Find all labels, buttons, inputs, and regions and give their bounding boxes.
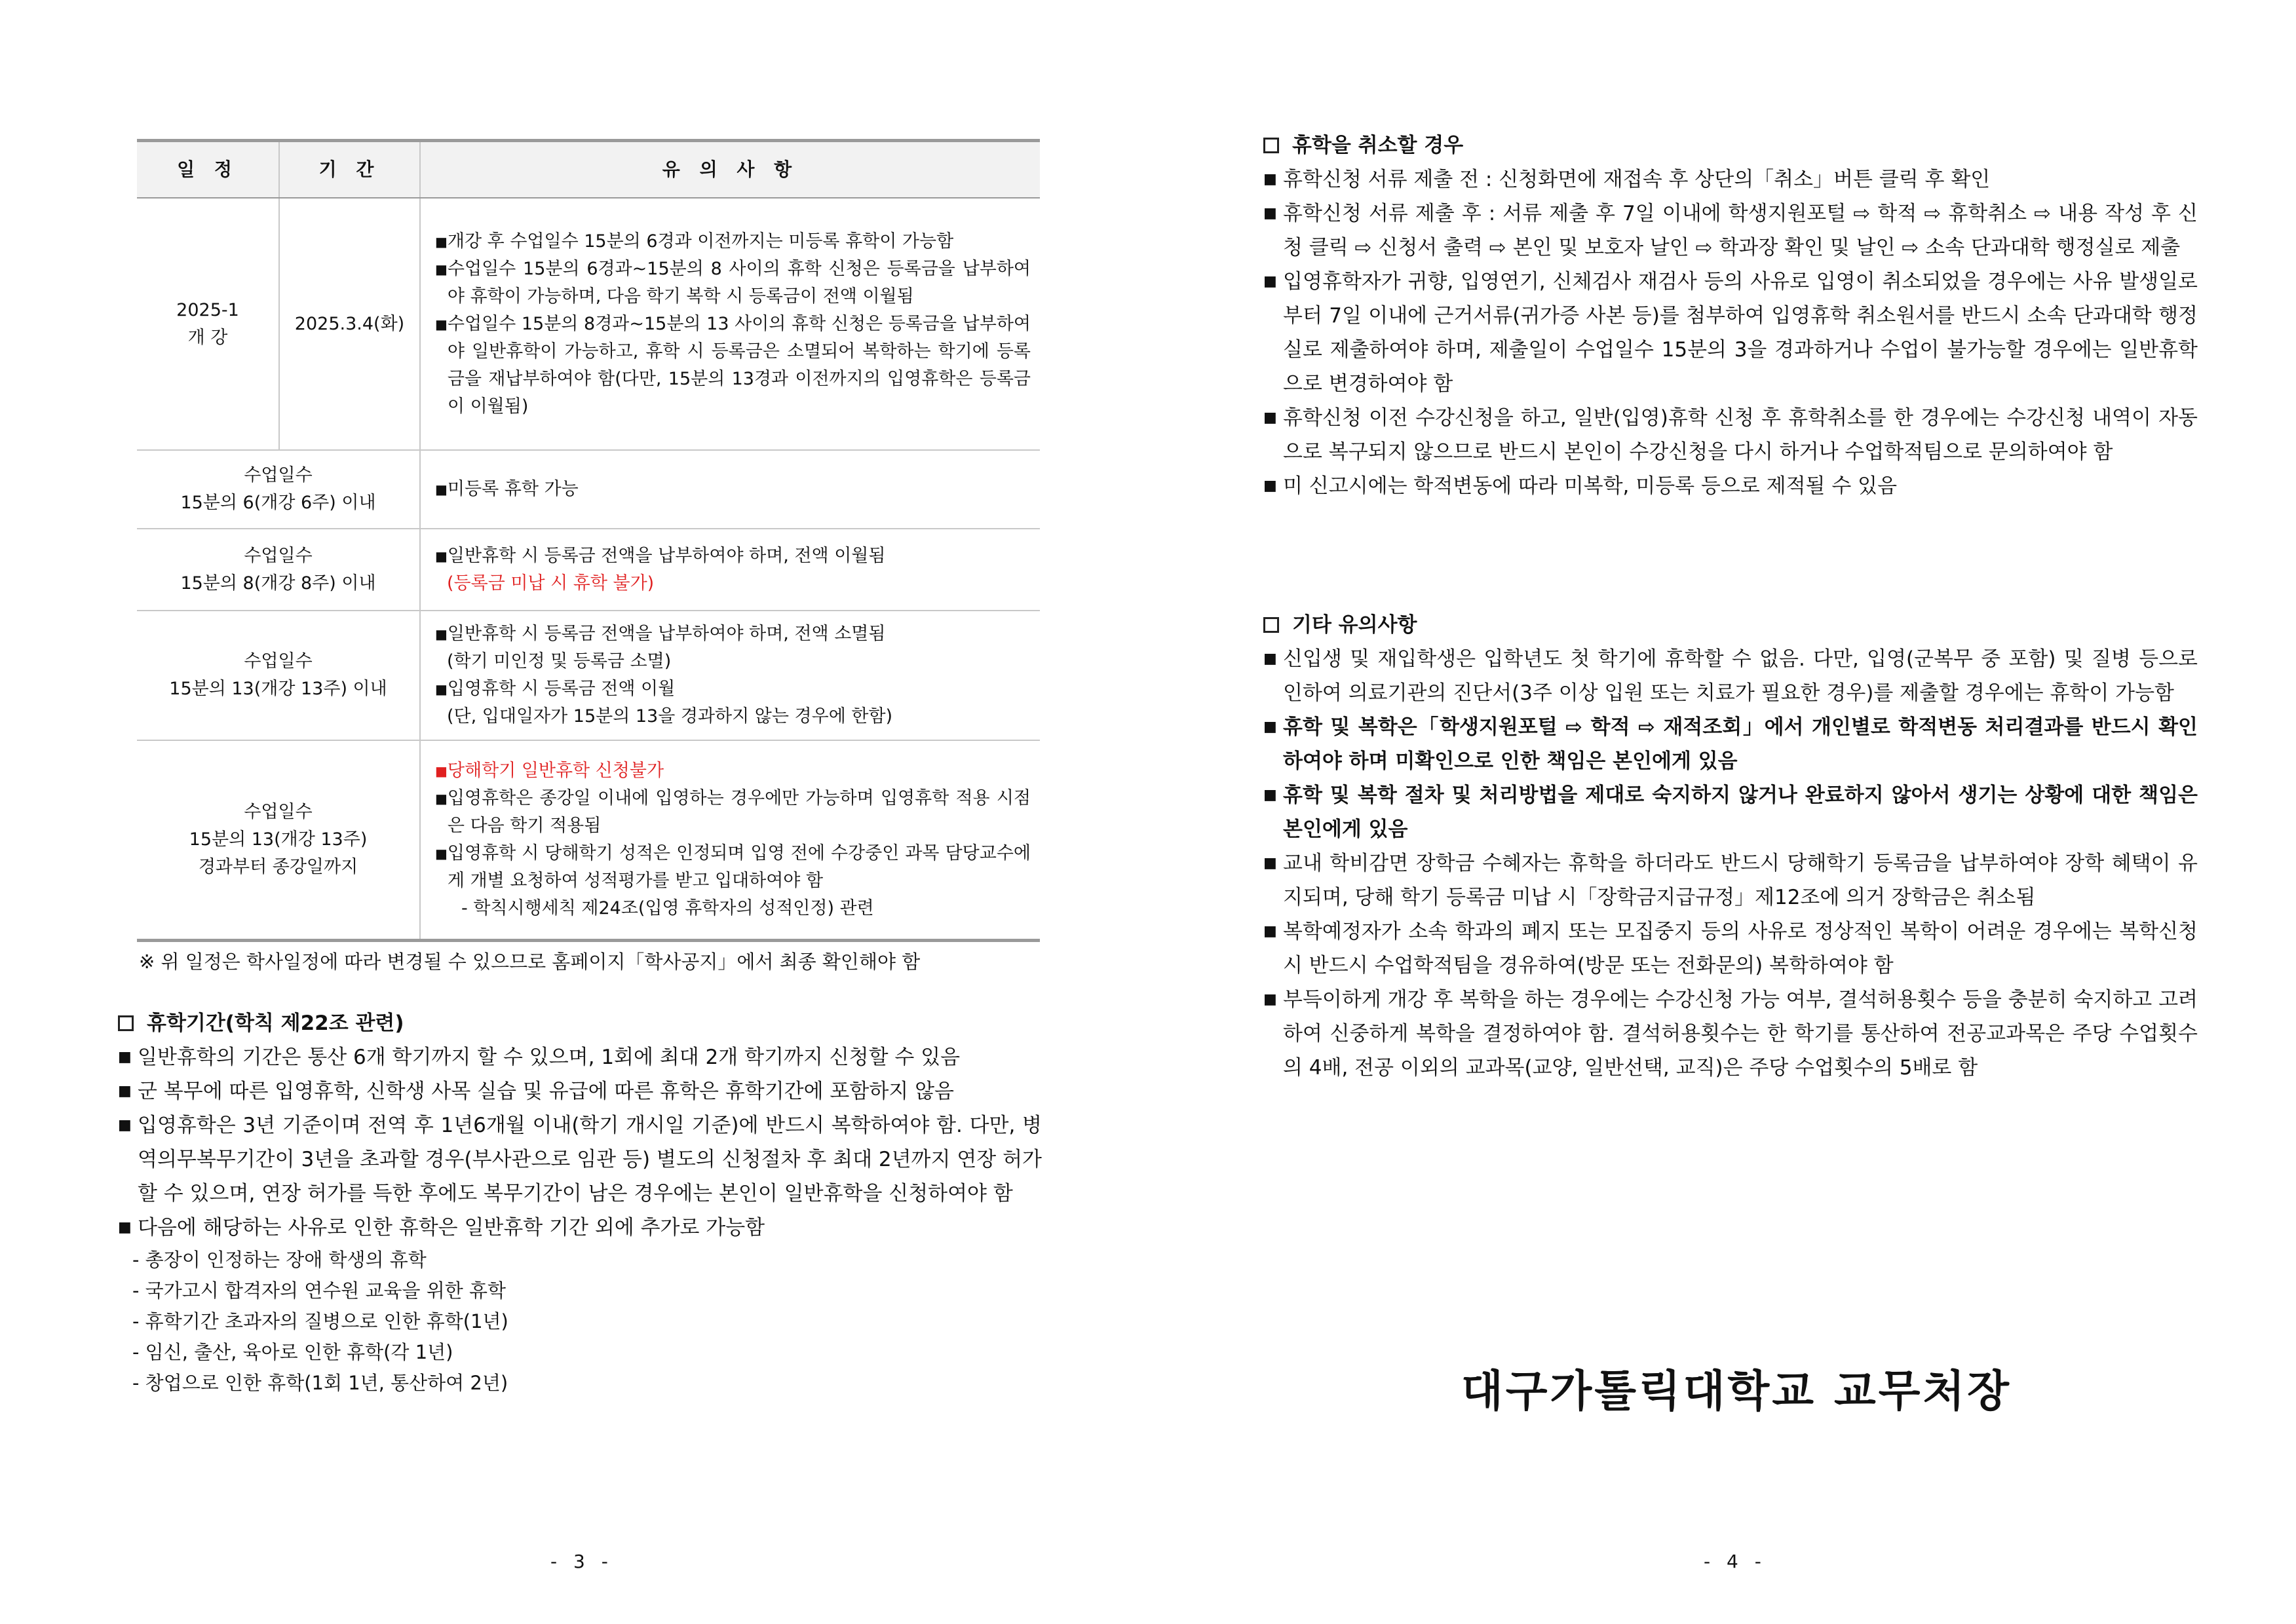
square-bullet-icon: ■: [435, 316, 448, 332]
cancel-leave-section: [1263, 128, 2198, 503]
square-bullet-icon: ■: [1263, 478, 1277, 494]
list-item: ■ 입영휴학자가 귀향, 입영연기, 신체검사 재검사 등의 사유로 입영이 취소되었을 경우에는 사유 발생일로부터 7일 이내에 근거서류(귀가증 사본 등)를 첨부하여 입영휴학 취소원서를 반드시 소속 단과대학 행정실로 제출하여야 하며, 제출일이 수업일수 15분의 3을 경과하거나 수업이 불가능할 경우에는 일반휴학으로 변경하여야 함: [1263, 265, 2198, 401]
schedule-line: 개 강: [187, 327, 228, 348]
schedule-line: 경과부터 종강일까지: [198, 856, 358, 877]
schedule-line: 수업일수: [244, 465, 313, 485]
note-subtext: (학기 미인정 및 등록금 소멸): [447, 651, 672, 671]
square-bullet-icon: ■: [1263, 719, 1277, 735]
list-item-bold: ■ 휴학 및 복학 절차 및 처리방법을 제대로 숙지하지 않거나 완료하지 않아서 생기는 상황에 대한 책임은 본인에게 있음: [1263, 778, 2198, 846]
schedule-cell: [137, 740, 420, 940]
square-bullet-icon: ■: [1263, 923, 1277, 939]
list-item: ■ 복학예정자가 소속 학과의 폐지 또는 모집중지 등의 사유로 정상적인 복학이 어려운 경우에는 복학신청 시 반드시 수업학적팀을 경유하여(방문 또는 전화문의) 복학하여야 함: [1263, 915, 2198, 983]
section-heading: 휴학을 취소할 경우: [1263, 128, 2198, 162]
list-item: ■ 부득이하게 개강 후 복학을 하는 경우에는 수강신청 가능 여부, 결석허용횟수 등을 충분히 숙지하고 고려하여 신중하게 복학을 결정하여야 함. 결석허용횟수는 한 학기를 통산하여 전공교과목은 주당 수업횟수의 4배, 전공 이외의 교과목(교양, 일반선택, 교직)은 주당 수업횟수의 5배로 함: [1263, 983, 2198, 1085]
schedule-line: 15분의 13(개강 13주) 이내: [169, 679, 387, 699]
dash-item: - 임신, 출산, 육아로 인한 휴학(각 1년): [132, 1341, 453, 1363]
list-item: ■ 휴학신청 서류 제출 전 : 신청화면에 재접속 후 상단의「취소」버튼 클릭 후 확인: [1263, 162, 2198, 197]
checkbox-square-icon: [1263, 138, 1279, 153]
note-item-warning: ■ 당해학기 일반휴학 신청불가: [435, 757, 1031, 785]
list-item: ■ 입영휴학은 3년 기준이며 전역 후 1년6개월 이내(학기 개시일 기준)에 반드시 복학하여야 함. 다만, 병역의무복무기간이 3년을 초과할 경우(부사관으로 임관 등) 별도의 신청절차 후 최대 2년까지 연장 허가할 수 있으며, 연장 허가를 득한 후에도 복무기간이 남은 경우에는 본인이 일반휴학을 신청하여야 함: [118, 1108, 1042, 1211]
leave-period-section: [118, 1006, 1042, 1399]
list-item: ■ 신입생 및 재입학생은 입학년도 첫 학기에 휴학할 수 없음. 다만, 입영(군복무 중 포함) 및 질병 등으로 인하여 의료기관의 진단서(3주 이상 입원 또는 치료가 필요한 경우)를 제출할 경우에는 휴학이 가능함: [1263, 642, 2198, 710]
note-item: ■ 수업일수 15분의 6경과~15분의 8 사이의 휴학 신청은 등록금을 납부하여야 휴학이 가능하며, 다음 학기 복학 시 등록금이 전액 이월됨: [435, 255, 1031, 311]
list-item: ■ 미 신고시에는 학적변동에 따라 미복학, 미등록 등으로 제적될 수 있음: [1263, 469, 2198, 503]
table-header-row: [137, 141, 1040, 198]
square-bullet-icon: ■: [435, 233, 448, 250]
table-row: [137, 529, 1040, 611]
square-bullet-icon: ■: [435, 763, 448, 779]
schedule-line: 15분의 13(개강 13주): [189, 829, 368, 850]
unpaid-warning: (등록금 미납 시 휴학 불가): [447, 573, 655, 594]
note-item: ■ 개강 후 수업일수 15분의 6경과 이전까지는 미등록 휴학이 가능함: [435, 228, 1031, 255]
header-period: 기 간: [279, 141, 420, 198]
section-heading: 휴학기간(학칙 제22조 관련): [118, 1006, 1042, 1040]
schedule-line: 수업일수: [244, 651, 313, 671]
square-bullet-icon: ■: [435, 626, 448, 642]
schedule-line: 수업일수: [244, 801, 313, 822]
list-item: ■ 교내 학비감면 장학금 수혜자는 휴학을 하더라도 반드시 당해학기 등록금을 납부하여야 장학 혜택이 유지되며, 당해 학기 등록금 미납 시「장학금지급규정」제12조에 의거 장학금은 취소됨: [1263, 846, 2198, 915]
square-bullet-icon: ■: [435, 548, 448, 564]
list-item: ■ 다음에 해당하는 사유로 인한 휴학은 일반휴학 기간 외에 추가로 가능함: [118, 1211, 1042, 1245]
square-bullet-icon: ■: [1263, 787, 1277, 803]
square-bullet-icon: ■: [1263, 273, 1277, 290]
list-item: ■ 휴학신청 이전 수강신청을 하고, 일반(입영)휴학 신청 후 휴학취소를 한 경우에는 수강신청 내역이 자동으로 복구되지 않으므로 반드시 본인이 수강신청을 다시 하거나 수업학적팀으로 문의하여야 함: [1263, 401, 2198, 469]
header-notes: 유 의 사 항: [420, 141, 1040, 198]
notes-cell: [420, 450, 1040, 529]
square-bullet-icon: ■: [1263, 409, 1277, 426]
table-row: [137, 198, 1040, 450]
list-item: ■ 군 복무에 따른 입영휴학, 신학생 사목 실습 및 유급에 따른 휴학은 휴학기간에 포함하지 않음: [118, 1074, 1042, 1108]
schedule-cell: [137, 450, 420, 529]
note-item: ■ 수업일수 15분의 8경과~15분의 13 사이의 휴학 신청은 등록금을 납부하여야 일반휴학이 가능하고, 휴학 시 등록금은 소멸되어 복학하는 학기에 등록금을 재납부하여야 함(다만, 15분의 13경과 이전까지의 입영휴학은 등록금이 이월됨): [435, 311, 1031, 421]
schedule-cell: [137, 198, 279, 450]
checkbox-square-icon: [118, 1015, 134, 1031]
note-subtext: - 학칙시행세칙 제24조(입영 휴학자의 성적인정) 관련: [461, 897, 874, 918]
square-bullet-icon: ■: [1263, 855, 1277, 871]
other-notes-section: [1263, 608, 2198, 1085]
checkbox-square-icon: [1263, 617, 1279, 633]
dash-item: - 창업으로 인한 휴학(1회 1년, 통산하여 2년): [132, 1372, 508, 1394]
header-schedule: 일 정: [137, 141, 279, 198]
page-number: - 3 -: [550, 1551, 613, 1572]
dash-item: - 총장이 인정하는 장애 학생의 휴학: [132, 1249, 427, 1271]
schedule-cell: [137, 529, 420, 611]
notes-cell: [420, 740, 1040, 940]
section-heading: 기타 유의사항: [1263, 608, 2198, 642]
square-bullet-icon: ■: [435, 681, 448, 697]
square-bullet-icon: ■: [118, 1083, 132, 1099]
list-item: ■ 휴학신청 서류 제출 후 : 서류 제출 후 7일 이내에 학생지원포털 ⇨ 학적 ⇨ 휴학취소 ⇨ 내용 작성 후 신청 클릭 ⇨ 신청서 출력 ⇨ 본인 및 보호자 날인 ⇨ 학과장 확인 및 날인 ⇨ 소속 단과대학 행정실로 제출: [1263, 197, 2198, 265]
note-item: ■ 일반휴학 시 등록금 전액을 납부하여야 하며, 전액 이월됨: [435, 542, 1031, 570]
table-row: [137, 611, 1040, 740]
square-bullet-icon: ■: [118, 1049, 132, 1065]
square-bullet-icon: ■: [1263, 205, 1277, 221]
period-cell: 2025.3.4(화): [279, 198, 420, 450]
square-bullet-icon: ■: [435, 482, 448, 497]
table-row: [137, 740, 1040, 940]
square-bullet-icon: ■: [1263, 651, 1277, 667]
square-bullet-icon: ■: [118, 1117, 132, 1133]
note-item: ■ 일반휴학 시 등록금 전액을 납부하여야 하며, 전액 소멸됨: [435, 620, 1031, 648]
notes-cell: [420, 198, 1040, 450]
dash-item: - 국가고시 합격자의 연수원 교육을 위한 휴학: [132, 1279, 507, 1302]
square-bullet-icon: ■: [118, 1219, 132, 1236]
dash-item: - 휴학기간 초과자의 질병으로 인한 휴학(1년): [132, 1310, 508, 1332]
table-footnote: ※ 위 일정은 학사일정에 따라 변경될 수 있으므로 홈페이지「학사공지」에서 최종 확인해야 함: [139, 951, 921, 973]
schedule-cell: [137, 611, 420, 740]
square-bullet-icon: ■: [1263, 991, 1277, 1008]
schedule-line: 15분의 6(개강 6주) 이내: [180, 493, 376, 513]
list-item: ■ 일반휴학의 기간은 통산 6개 학기까지 할 수 있으며, 1회에 최대 2개 학기까지 신청할 수 있음: [118, 1040, 1042, 1074]
square-bullet-icon: ■: [1263, 171, 1277, 187]
note-item: ■ 입영휴학 시 당해학기 성적은 인정되며 입영 전에 수강중인 과목 담당교수에게 개별 요청하여 성적평가를 받고 입대하여야 함: [435, 840, 1031, 895]
notes-cell: [420, 611, 1040, 740]
schedule-line: 수업일수: [244, 545, 313, 566]
table-row: [137, 450, 1040, 529]
note-subtext: (단, 입대일자가 15분의 13을 경과하지 않는 경우에 한함): [447, 706, 893, 727]
note-item: ■ 미등록 휴학 가능: [435, 476, 1031, 503]
note-item: ■ 입영휴학은 종강일 이내에 입영하는 경우에만 가능하며 입영휴학 적용 시점은 다음 학기 적용됨: [435, 785, 1031, 840]
notes-cell: [420, 529, 1040, 611]
leave-schedule-table: [137, 139, 1040, 942]
square-bullet-icon: ■: [435, 261, 448, 277]
schedule-line: 15분의 8(개강 8주) 이내: [180, 573, 376, 594]
square-bullet-icon: ■: [435, 790, 448, 806]
note-item: ■ 입영휴학 시 등록금 전액 이월: [435, 675, 1031, 703]
square-bullet-icon: ■: [435, 845, 448, 861]
page-number: - 4 -: [1704, 1551, 1767, 1572]
schedule-line: 2025-1: [176, 299, 239, 320]
list-item-bold: ■ 휴학 및 복학은「학생지원포털 ⇨ 학적 ⇨ 재적조회」에서 개인별로 학적변동 처리결과를 반드시 확인하여야 하며 미확인으로 인한 책임은 본인에게 있음: [1263, 710, 2198, 778]
signature-title: 대구가톨릭대학교 교무처장: [1461, 1366, 2012, 1416]
